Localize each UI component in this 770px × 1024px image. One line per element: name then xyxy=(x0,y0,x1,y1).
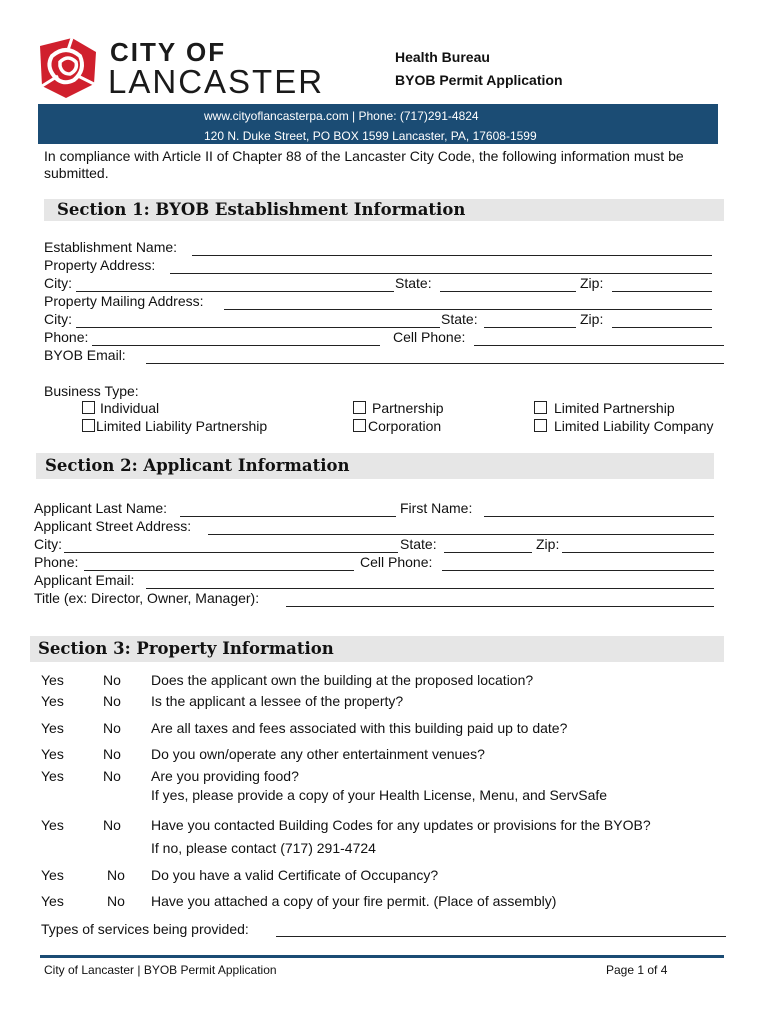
q7-text: Do you have a valid Certificate of Occupancy? xyxy=(151,867,439,883)
corporation-checkbox[interactable] xyxy=(353,419,366,432)
city-field[interactable] xyxy=(76,291,394,292)
state2-label: State: xyxy=(441,311,478,327)
logo-city-of: CITY OF xyxy=(110,37,227,67)
q5-text: Are you providing food? xyxy=(151,768,299,784)
rose-emblem-icon xyxy=(36,36,100,100)
property-address-field[interactable] xyxy=(170,273,712,274)
services-label: Types of services being provided: xyxy=(41,921,249,937)
q2-text: Is the applicant a lessee of the property? xyxy=(151,693,404,709)
q4-yes[interactable]: Yes xyxy=(41,746,64,762)
applicant-phone-label: Phone: xyxy=(34,554,79,570)
corporation-label: Corporation xyxy=(368,418,442,434)
q6-yes[interactable]: Yes xyxy=(41,817,64,833)
services-field[interactable] xyxy=(276,936,726,937)
q5-note: If yes, please provide a copy of your Health License, Menu, and ServSafe xyxy=(151,787,608,803)
applicant-first-name-label: First Name: xyxy=(400,500,473,516)
applicant-first-name-field[interactable] xyxy=(484,516,714,517)
applicant-street-field[interactable] xyxy=(208,534,714,535)
cell-phone-label: Cell Phone: xyxy=(393,329,466,345)
header-contact-band xyxy=(38,104,718,144)
llc-label: Limited Liability Company xyxy=(554,418,714,434)
state-field[interactable] xyxy=(440,291,576,292)
applicant-email-label: Applicant Email: xyxy=(34,572,135,588)
q8-no[interactable]: No xyxy=(107,893,125,909)
section2-title: Section 2: Applicant Information xyxy=(45,456,350,475)
lp-checkbox[interactable] xyxy=(534,401,547,414)
applicant-zip-label: Zip: xyxy=(536,536,560,552)
applicant-cell-field[interactable] xyxy=(442,570,714,571)
applicant-state-label: State: xyxy=(400,536,437,552)
footer-rule xyxy=(40,955,724,958)
intro-text-line1: In compliance with Article II of Chapter 88 of the Lancaster City Code, the following information must be xyxy=(44,148,684,164)
q4-no[interactable]: No xyxy=(103,746,121,762)
lp-label: Limited Partnership xyxy=(554,400,675,416)
phone-field[interactable] xyxy=(92,345,380,346)
section1-title: Section 1: BYOB Establishment Information xyxy=(57,200,466,219)
footer-left: City of Lancaster | BYOB Permit Application xyxy=(44,963,277,977)
cell-phone-field[interactable] xyxy=(474,345,724,346)
q1-yes[interactable]: Yes xyxy=(41,672,64,688)
q7-no[interactable]: No xyxy=(107,867,125,883)
llc-checkbox[interactable] xyxy=(534,419,547,432)
applicant-phone-field[interactable] xyxy=(84,570,354,571)
applicant-zip-field[interactable] xyxy=(562,552,714,553)
q8-text: Have you attached a copy of your fire permit. (Place of assembly) xyxy=(151,893,557,909)
footer-page-number: Page 1 of 4 xyxy=(606,963,668,977)
llp-label: Limited Liability Partnership xyxy=(96,418,268,434)
q3-yes[interactable]: Yes xyxy=(41,720,64,736)
city2-label: City: xyxy=(44,311,72,327)
property-address-label: Property Address: xyxy=(44,257,156,273)
section3-title: Section 3: Property Information xyxy=(38,639,334,658)
establishment-name-field[interactable] xyxy=(192,255,712,256)
applicant-title-label: Title (ex: Director, Owner, Manager): xyxy=(34,590,260,606)
byob-email-label: BYOB Email: xyxy=(44,347,126,363)
applicant-last-name-label: Applicant Last Name: xyxy=(34,500,168,516)
mailing-address-field[interactable] xyxy=(224,309,712,310)
phone-label: Phone: xyxy=(44,329,89,345)
header-dept: Health Bureau xyxy=(395,49,490,65)
q2-yes[interactable]: Yes xyxy=(41,693,64,709)
state2-field[interactable] xyxy=(484,327,576,328)
individual-checkbox[interactable] xyxy=(82,401,95,414)
q3-text: Are all taxes and fees associated with this building paid up to date? xyxy=(151,720,568,736)
byob-email-field[interactable] xyxy=(146,363,724,364)
mailing-address-label: Property Mailing Address: xyxy=(44,293,204,309)
applicant-street-label: Applicant Street Address: xyxy=(34,518,192,534)
q4-text: Do you own/operate any other entertainment venues? xyxy=(151,746,485,762)
q6-text: Have you contacted Building Codes for any updates or provisions for the BYOB? xyxy=(151,817,651,833)
zip2-label: Zip: xyxy=(580,311,604,327)
contact-line: www.cityoflancasterpa.com | Phone: (717)291-4824 xyxy=(204,109,479,123)
individual-label: Individual xyxy=(100,400,160,416)
q7-yes[interactable]: Yes xyxy=(41,867,64,883)
applicant-last-name-field[interactable] xyxy=(180,516,396,517)
city-label: City: xyxy=(44,275,72,291)
q6-note: If no, please contact (717) 291-4724 xyxy=(151,840,376,856)
state-label: State: xyxy=(395,275,432,291)
partnership-checkbox[interactable] xyxy=(353,401,366,414)
q1-text: Does the applicant own the building at the proposed location? xyxy=(151,672,534,688)
business-type-label: Business Type: xyxy=(44,383,139,399)
q2-no[interactable]: No xyxy=(103,693,121,709)
header-form-title: BYOB Permit Application xyxy=(395,72,563,88)
zip2-field[interactable] xyxy=(612,327,712,328)
establishment-name-label: Establishment Name: xyxy=(44,239,178,255)
llp-checkbox[interactable] xyxy=(82,419,95,432)
applicant-city-label: City: xyxy=(34,536,62,552)
intro-text-line2: submitted. xyxy=(44,165,109,181)
applicant-state-field[interactable] xyxy=(444,552,532,553)
logo-lancaster: LANCASTER xyxy=(108,63,325,100)
city2-field[interactable] xyxy=(76,327,440,328)
applicant-cell-label: Cell Phone: xyxy=(360,554,433,570)
zip-field[interactable] xyxy=(612,291,712,292)
partnership-label: Partnership xyxy=(372,400,444,416)
q3-no[interactable]: No xyxy=(103,720,121,736)
city-logo xyxy=(36,36,328,100)
applicant-email-field[interactable] xyxy=(146,588,714,589)
applicant-title-field[interactable] xyxy=(286,606,714,607)
applicant-city-field[interactable] xyxy=(64,552,398,553)
q8-yes[interactable]: Yes xyxy=(41,893,64,909)
q5-no[interactable]: No xyxy=(103,768,121,784)
q6-no[interactable]: No xyxy=(103,817,121,833)
address-line: 120 N. Duke Street, PO BOX 1599 Lancaster, PA, 17608-1599 xyxy=(204,129,537,143)
zip-label: Zip: xyxy=(580,275,604,291)
q5-yes[interactable]: Yes xyxy=(41,768,64,784)
q1-no[interactable]: No xyxy=(103,672,121,688)
